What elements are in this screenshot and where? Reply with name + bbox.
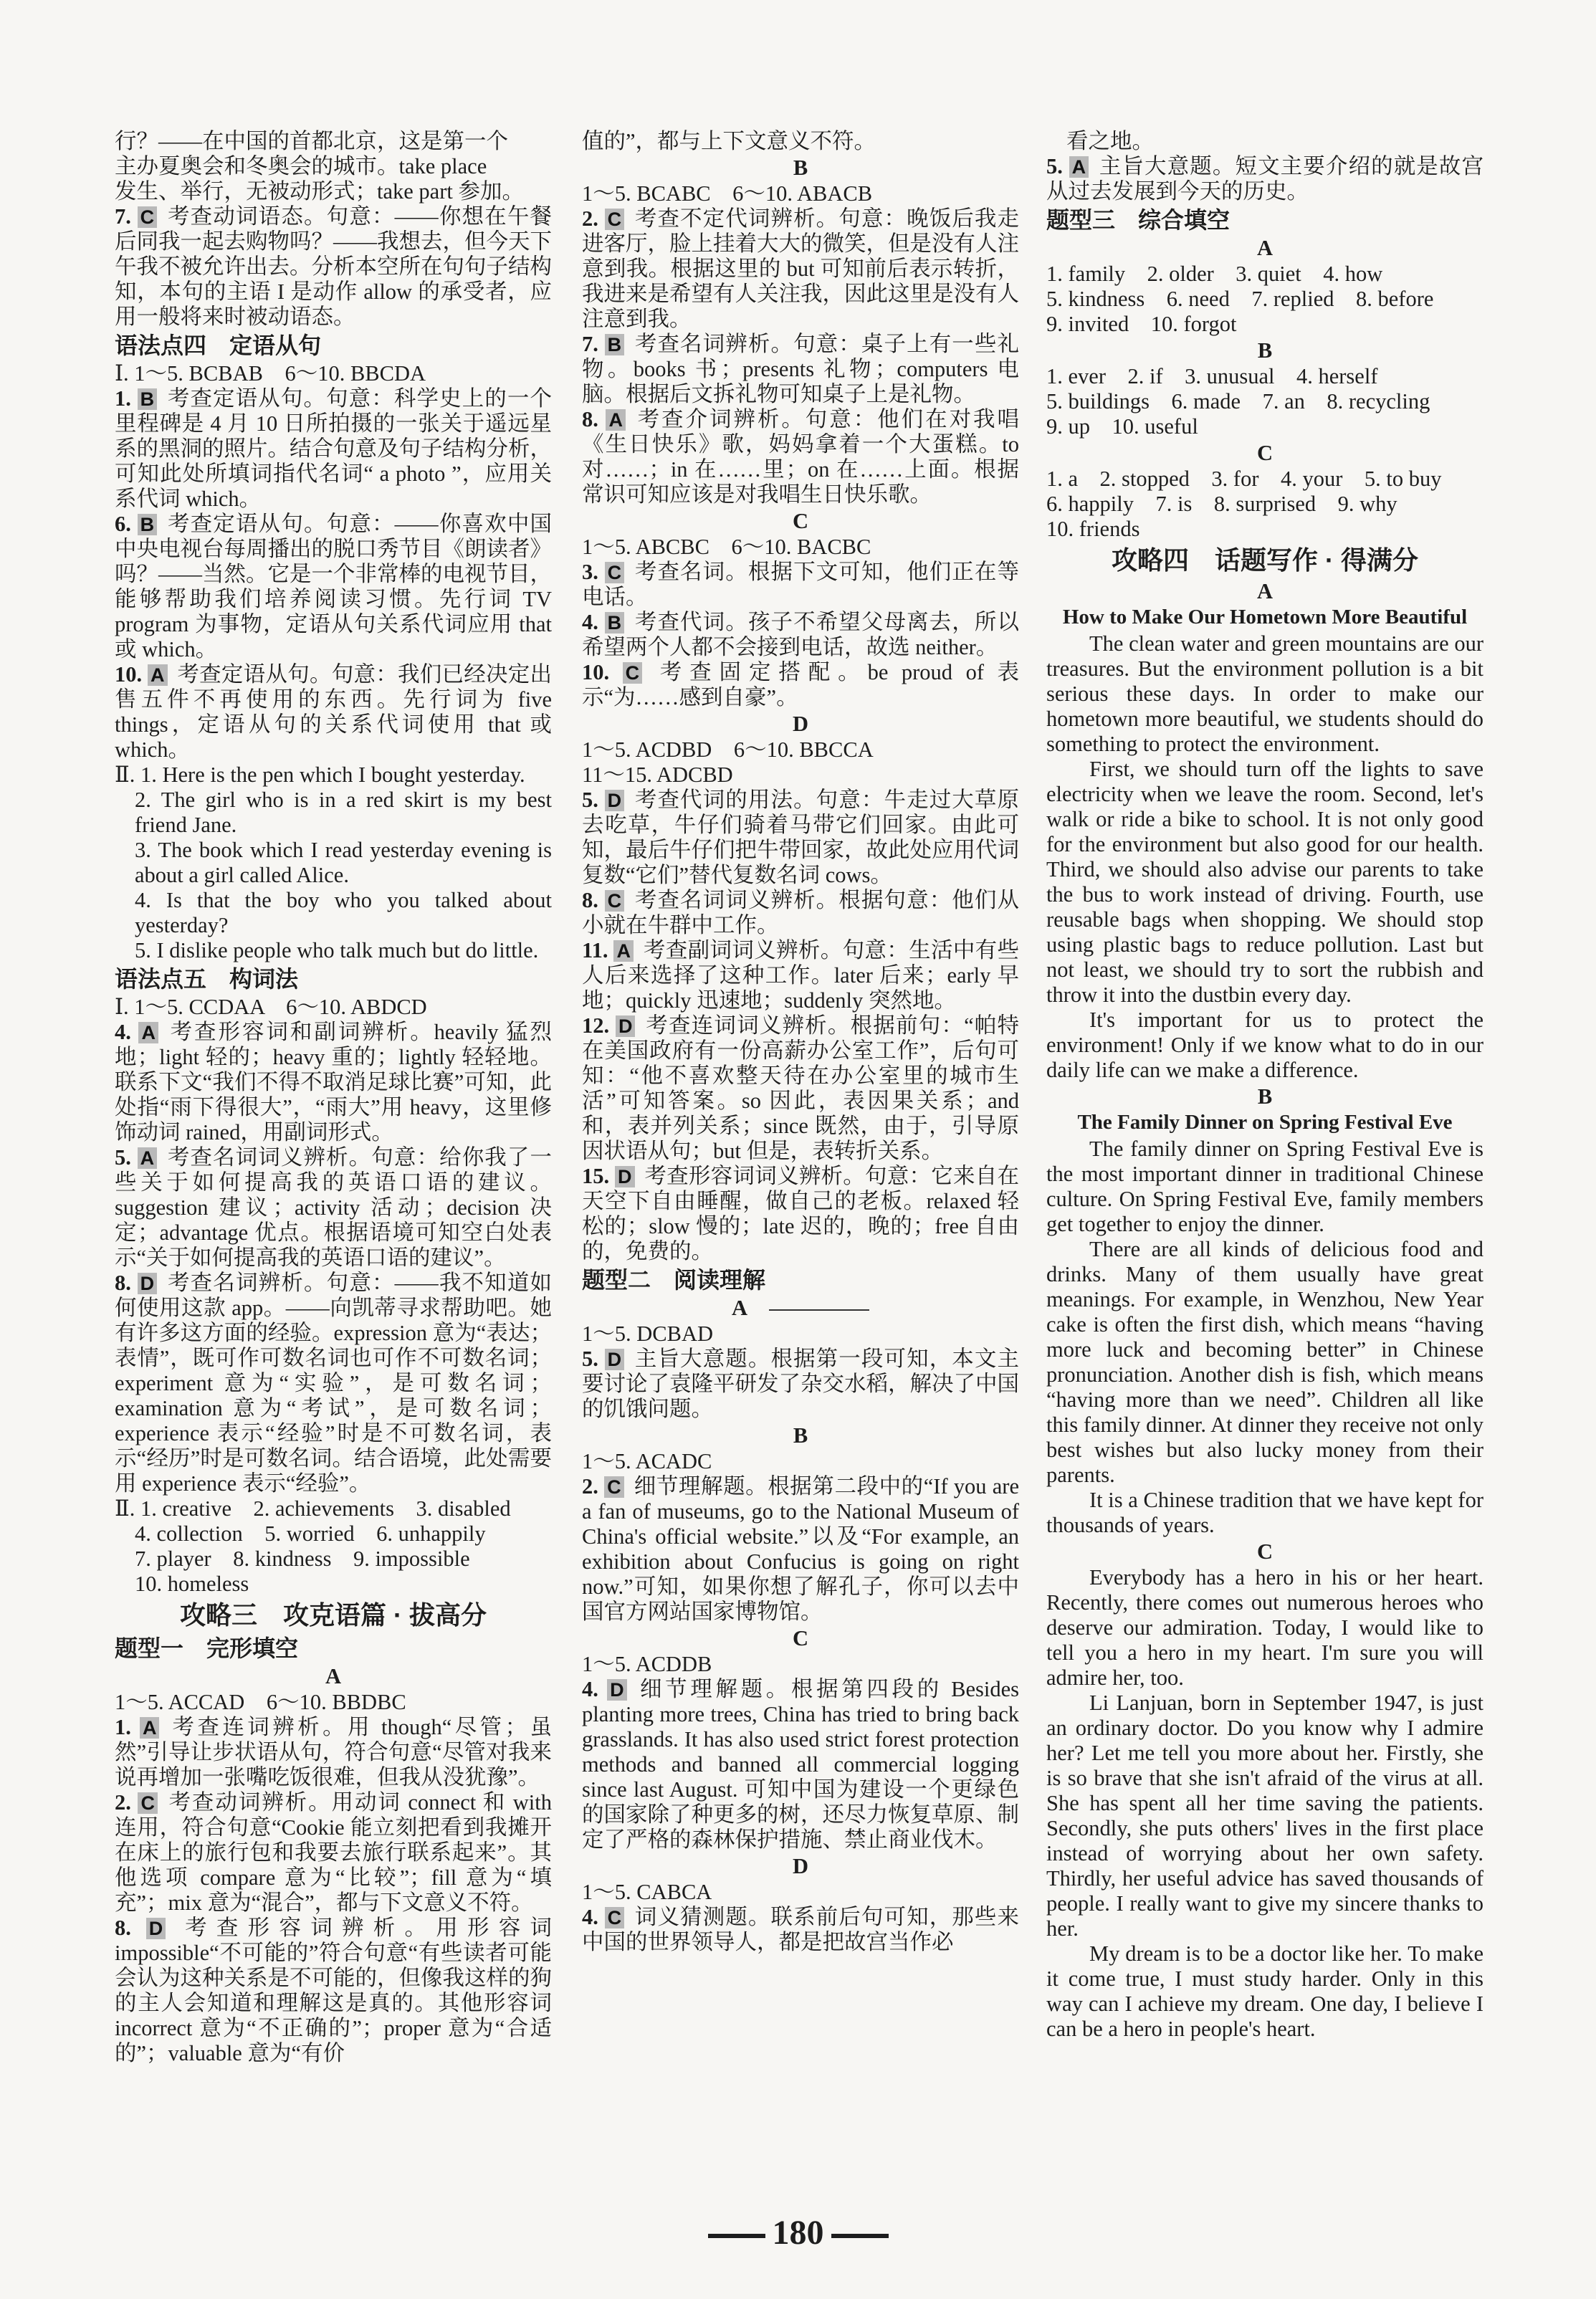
item-explanation: 考查固定搭配。be proud of 表示“为……感到自豪”。 — [582, 660, 1020, 709]
fill-answer-line: 6. happily 7. is 8. surprised 9. why — [1046, 492, 1397, 516]
answer-letter-box: A — [1069, 156, 1089, 178]
section-letter-text: A — [731, 1296, 748, 1320]
section-letter: B — [1257, 1084, 1273, 1109]
item-explanation: 考查形容词辨析。用形容词 impossible“不可能的”符合句意“有些读者可能会认为这种关系是不可能的，但像我这样的狗的主人会知道和理解这是真的。其他形容词 incorrect 意为“不正确的”；proper 意为“合适的”；valuable 意为“有价 — [115, 1916, 553, 2065]
answer-item — [582, 938, 1019, 1013]
section-letter: A — [325, 1664, 342, 1688]
strategy-3-title: 攻略三 攻克语篇 · 拔高分 — [180, 1600, 487, 1630]
intro-line-1: 行？——在中国的首都北京，这是第一个 — [115, 129, 508, 153]
item-number: 2. — [582, 1474, 598, 1499]
answer-letter-box: B — [138, 514, 158, 535]
section-letter: C — [1256, 441, 1274, 465]
item-explanation: 考查定语从句。句意：我们已经决定出售五件不再使用的东西。先行词为 five things，定语从句的关系代词使用 that 或 which。 — [115, 662, 553, 762]
item-explanation: 考查动词语态。句意：——你想在午餐后同我一起去购物吗？——我想去，但今天下午我不被允许出去。分析本空所在句句子结构知，本句的主语 I 是动作 allow 的承受者，应用一般将来时被动语态。 — [115, 204, 553, 329]
section-letter — [582, 1296, 1019, 1320]
section-letter: C — [792, 1626, 809, 1650]
answer-letter-box: A — [138, 1022, 158, 1043]
answer-item — [115, 1271, 552, 1496]
type-2-title: 题型二 阅读理解 — [582, 1267, 766, 1293]
item-number: 1. — [115, 1715, 131, 1739]
fill-answer-line: 9. invited 10. forgot — [1046, 312, 1237, 336]
item-number: 3. — [582, 560, 598, 584]
section-letter: A — [1256, 579, 1274, 603]
answer-letter-box: D — [605, 1349, 625, 1370]
item-explanation: 考查代词的用法。句意：牛走过大草原去吃草，牛仔们骑着马带它们回家。由此可知，最后牛仔们把牛带回家，故此处应用代词复数“它们”替代复数名词 cows。 — [582, 788, 1020, 887]
answer-letter-box: C — [605, 209, 625, 230]
answer-letter-box: C — [138, 206, 158, 228]
item-explanation: 考查名词辨析。句意：——我不知道如何使用这款 app。——向凯蒂寻求帮助吧。她有许多这方面的经验。expression 意为“表达；表情”，既可作可数名词也可作不可数名词；experiment 意为“实验”，是可数名词；examination 意为“考试”，是可数名词；experience 表示“经验”时是不可数名词，表示“经历”时是可数名词。结合语境，此处需要用 experience 表示“经验”。 — [115, 1271, 553, 1496]
strategy-4-title: 攻略四 话题写作 · 得满分 — [1112, 545, 1418, 575]
answer-letter-box: D — [615, 1166, 635, 1187]
answer-letter-box: B — [138, 388, 158, 410]
essay-paragraph: It's important for us to protect the environment! Only if we know what to do in our daily life can we make a difference. — [1046, 1008, 1483, 1082]
item-explanation: 考查定语从句。句意：科学史上的一个里程碑是 4 月 10 日所拍摄的一张关于遥远星系的黑洞的照片。结合句意及句子结构分析，可知此处所填词指代名词“ a photo ”，应用关系代词 which。 — [115, 386, 553, 511]
answer-item — [115, 512, 552, 662]
essay-title: How to Make Our Hometown More Beautiful — [1062, 606, 1468, 628]
section-letter: D — [792, 712, 809, 736]
dash-left — [708, 2234, 765, 2238]
item-explanation: 考查代词。孩子不希望父母离去，所以希望两个人都不会接到电话，故选 neither。 — [582, 610, 1020, 659]
section-letter: C — [1256, 1539, 1274, 1564]
answer-item — [582, 788, 1019, 888]
answer-letter-box: C — [605, 562, 625, 583]
grammar-point-4-title: 语法点四 定语从句 — [115, 333, 322, 358]
sentence-line: 2. The girl who is in a red skirt is my best friend Jane. — [135, 788, 552, 837]
item-number: 1. — [115, 386, 131, 411]
answer-letter-box: D — [605, 790, 625, 811]
answer-item — [115, 1020, 552, 1145]
answer-item — [115, 386, 552, 512]
answer-letter-box: A — [138, 1147, 158, 1169]
sentence-line: 3. The book which I read yesterday evening is about a girl called Alice. — [135, 838, 552, 887]
item-number: 4. — [582, 610, 598, 634]
answer-key-line: 1～5. ACDDB — [582, 1652, 712, 1676]
item-number: 10. — [582, 660, 610, 684]
answer-letter-box: C — [623, 662, 643, 684]
grammar-point-5-title: 语法点五 构词法 — [115, 966, 299, 992]
item-number: 10. — [115, 662, 143, 687]
answer-key-line: 1～5. BCABC 6～10. ABACB — [582, 181, 873, 206]
column-2 — [582, 129, 1019, 1955]
item-explanation: 考查副词词义辨析。句意：生活中有些人后来选择了这种工作。later 后来；early 早地；quickly 迅速地；suddenly 突然地。 — [582, 938, 1020, 1013]
item-number: 6. — [115, 512, 131, 536]
answer-letter-box: C — [604, 1476, 624, 1498]
item-number: 8. — [115, 1916, 131, 1940]
essay-title: The Family Dinner on Spring Festival Eve — [1077, 1111, 1453, 1134]
answer-letter-box: C — [138, 1792, 158, 1814]
answer-item — [582, 332, 1019, 407]
word-form-line: 4. collection 5. worried 6. unhappily — [135, 1521, 486, 1546]
item-explanation: 考查形容词词义辨析。句意：它来自在天空下自由睡醒，做自己的老板。relaxed 轻松的；slow 慢的；late 迟的，晚的；free 自由的，免费的。 — [582, 1164, 1020, 1263]
item-explanation: 细节理解题。根据第四段的 Besides planting more trees, China has tried to bring back grasslands. It has also used strict forest protection methods and banned all commercial logging since last August. 可知中国为建设一个更绿色的国家除了种更多的树，还尽力恢复草原、制定了严格的森林保护措施、禁止商业伐木。 — [582, 1677, 1020, 1852]
answer-letter-box: A — [148, 664, 168, 686]
item-number: 2. — [115, 1790, 131, 1815]
fill-answer-line: 10. friends — [1046, 517, 1140, 541]
item-explanation: 考查形容词和副词辨析。heavily 猛烈地；light 轻的；heavy 重的；lightly 轻轻地。联系下文“我们不得不取消足球比赛”可知，此处指“雨下得很大”，“雨大”用 heavy，这里修饰动词 rained，用副词形式。 — [115, 1020, 552, 1144]
item-explanation: 考查连词词义辨析。根据前句：“帕特在美国政府有一份高薪办公室工作”，后句可知：“他不喜欢整天待在办公室里的城市生活”可知答案。so 因此，表因果关系；and 和，表并列关系；since 既然，由于，引导原因状语从句；but 但是，表转折关系。 — [582, 1013, 1019, 1163]
column-3 — [1046, 129, 1483, 2042]
sentence-line: Ⅱ. 1. Here is the pen which I bought yesterday. — [115, 763, 525, 787]
essay-paragraph: There are all kinds of delicious food and drinks. Many of them usually have great meanings. For example, in Wenzhou, New Year cake is often the first dish, which means “having more luck and becoming better” in Chinese pronunciation. Another dish is fish, which means “having more than we need”. Children all like this family dinner. At dinner they receive not only best wishes but also lucky money from their parents. — [1046, 1237, 1483, 1487]
item-number: 12. — [582, 1013, 610, 1038]
answer-item — [582, 1013, 1019, 1164]
answer-letter-box: A — [613, 940, 634, 962]
item-number: 5. — [582, 1347, 598, 1371]
answer-letter-box: A — [606, 409, 626, 431]
section-letter: B — [793, 156, 808, 180]
answer-item — [582, 1905, 1019, 1955]
answer-letter-box: D — [138, 1273, 158, 1294]
essay-b — [1046, 1137, 1483, 1538]
answer-key-line: 1～5. CABCA — [582, 1880, 712, 1904]
item-explanation: 主旨大意题。根据第一段可知，本文主要讨论了袁隆平研发了杂交水稻，解决了中国的饥饿问题。 — [582, 1347, 1020, 1421]
essay-paragraph: Everybody has a hero in his or her heart. Recently, there comes out numerous heroes who deserve our admiration. Today, I would like to tell you a hero in my heart. I'm sure you will admire her, too. — [1046, 1565, 1483, 1690]
answer-letter-box: D — [146, 1918, 166, 1939]
answer-letter-box: C — [605, 890, 625, 912]
item-explanation: 主旨大意题。短文主要介绍的就是故宫从过去发展到今天的历史。 — [1046, 154, 1484, 204]
answer-item — [115, 1790, 552, 1916]
section-letter: D — [792, 1854, 809, 1878]
item-number: 4. — [582, 1677, 598, 1701]
section-letter: B — [1257, 338, 1273, 363]
item-number: 2. — [582, 206, 598, 231]
item-number: 15. — [582, 1164, 610, 1188]
intro-line-2: 主办夏奥会和冬奥会的城市。take place — [115, 154, 487, 178]
essay-paragraph: My dream is to be a doctor like her. To make it come true, I must study harder. Only in this way can I achieve my dream. One day, I believe I can be a hero in people's heart. — [1046, 1941, 1483, 2041]
answer-key-line: Ⅰ. 1～5. BCBAB 6～10. BBCDA — [115, 361, 426, 386]
answer-key-line: Ⅰ. 1～5. CCDAA 6～10. ABDCD — [115, 995, 427, 1019]
item-explanation: 考查介词辨析。句意：他们在对我唱《生日快乐》歌，妈妈拿着一个大蛋糕。to 对……；in 在……里；on 在……上面。根据常识可知应该是对我唱生日快乐歌。 — [582, 407, 1020, 507]
item-number: 8. — [582, 888, 598, 912]
section-letter: B — [793, 1423, 808, 1448]
item-number: 4. — [582, 1905, 598, 1929]
essay-paragraph: The family dinner on Spring Festival Eve is the most important dinner in traditional Chinese culture. On Spring Festival Eve, family members get together to enjoy the dinner. — [1046, 1137, 1483, 1236]
fill-answer-line: 1. ever 2. if 3. unusual 4. herself — [1046, 364, 1378, 388]
answer-key-line: 1～5. ACADC — [582, 1449, 712, 1473]
answer-item — [115, 1715, 552, 1790]
answer-key-line: 1～5. ACDBD 6～10. BBCCA — [582, 737, 874, 762]
answer-letter-box: A — [140, 1717, 160, 1739]
divider — [769, 1309, 869, 1311]
answer-key-line: 1～5. DCBAD — [582, 1321, 714, 1346]
answer-key-line: 1～5. ACCAD 6～10. BBDBC — [115, 1690, 406, 1714]
word-form-line: Ⅱ. 1. creative 2. achievements 3. disabled — [115, 1496, 511, 1521]
item-explanation: 考查名词。根据下文可知，他们正在等电话。 — [582, 560, 1020, 609]
dash-right — [831, 2234, 889, 2238]
answer-letter-box: C — [605, 1907, 625, 1928]
answer-item — [582, 660, 1019, 710]
fill-answer-line: 1. family 2. older 3. quiet 4. how — [1046, 262, 1383, 286]
page-number-text: 180 — [772, 2214, 824, 2252]
item-number: 5. — [115, 1145, 131, 1170]
sentence-line: 5. I dislike people who talk much but do little. — [135, 938, 539, 962]
answer-item — [582, 888, 1019, 938]
fill-answer-line: 5. kindness 6. need 7. replied 8. before — [1046, 287, 1434, 311]
item-explanation: 细节理解题。根据第二段中的“If you are a fan of museums, go to the National Museum of China's official website.”以及“For example, an exhibition about Confucius is going on right now.”可知，如果你想了解孔子，你可以去中国官方网站国家博物馆。 — [582, 1474, 1019, 1624]
item-number: 7. — [115, 204, 131, 229]
answer-item — [582, 1474, 1019, 1625]
item-explanation: 考查名词词义辨析。根据句意：他们从小就在牛群中工作。 — [582, 888, 1020, 937]
answer-letter-box: B — [605, 334, 625, 355]
answer-letter-box: D — [616, 1015, 636, 1037]
fill-answer-line: 9. up 10. useful — [1046, 414, 1198, 439]
answer-item — [582, 1677, 1019, 1853]
item-number: 11. — [582, 938, 608, 962]
type-3-title: 题型三 综合填空 — [1046, 207, 1231, 233]
sentence-line: 4. Is that the boy who you talked about yesterday? — [135, 888, 552, 937]
section-letter: C — [792, 509, 809, 533]
answer-key-line: 1～5. ABCBC 6～10. BACBC — [582, 535, 871, 559]
essay-paragraph: Li Lanjuan, born in September 1947, is just an ordinary doctor. Do you know why I admire her? Let me tell you more about her. Firstly, she is so brave that she isn't afraid of the virus at all. She has spent all her time saving the patients. Secondly, she puts others' lives in the first place instead of worrying about her own safety. Thirdly, her useful advice has saved thousands of people. I really want to give my sincere thanks to her. — [1046, 1691, 1483, 1941]
answer-item — [1046, 154, 1483, 204]
intro-line-3: 发生、举行，无被动形式；take part 参加。 — [115, 179, 524, 204]
item-number: 4. — [115, 1020, 131, 1044]
type-1-title: 题型一 完形填空 — [115, 1635, 299, 1661]
item-number: 8. — [582, 407, 598, 431]
answer-letter-box: B — [605, 612, 625, 634]
item-explanation: 考查连词辨析。用 though“尽管；虽然”引导让步状语从句，符合句意“尽管对我来说再增加一张嘴吃饭很难，但我从没犹豫”。 — [115, 1715, 553, 1789]
item-explanation: 考查名词辨析。句意：桌子上有一些礼物。books 书；presents 礼物；computers 电脑。根据后文拆礼物可知桌子上是礼物。 — [582, 332, 1020, 406]
word-form-line: 10. homeless — [135, 1572, 249, 1596]
answer-item — [582, 560, 1019, 610]
answer-letter-box: D — [607, 1679, 627, 1701]
fill-answer-line: 5. buildings 6. made 7. an 8. recycling — [1046, 389, 1430, 414]
continued-line: 值的”，都与上下文意义不符。 — [582, 129, 876, 153]
item-explanation: 考查定语从句。句意：——你喜欢中国中央电视台每周播出的脱口秀节目《朗读者》吗？——当然。它是一个非常棒的电视节目，能够帮助我们培养阅读习惯。先行词 TV program 为事物，定语从句关系代词应用 that 或 which。 — [115, 512, 553, 661]
answer-item — [582, 1164, 1019, 1264]
essay-paragraph: First, we should turn off the lights to save electricity when we leave the room. Second, let's walk or ride a bike to school. It is not only good for the environment but also good for our health. Third, we should also advise our parents to take the bus to work instead of driving. Fourth, use reusable bags when shopping. We should stop using plastic bags to reduce pollution. Last but not least, we should try to sort the rubbish and throw it into the dustbin every day. — [1046, 757, 1483, 1007]
fill-answer-line: 1. a 2. stopped 3. for 4. your 5. to buy — [1046, 467, 1442, 491]
answer-item — [115, 204, 552, 330]
item-explanation: 考查名词词义辨析。句意：给你我了一些关于如何提高我的英语口语的建议。suggestion 建议；activity 活动；decision 决定；advantage 优点。根据语境可知空白处表示“关于如何提高我的英语口语的建议”。 — [115, 1145, 553, 1270]
item-number: 5. — [1046, 154, 1063, 178]
answer-item — [582, 1347, 1019, 1422]
item-number: 7. — [582, 332, 598, 356]
answer-item — [115, 662, 552, 763]
answer-item — [115, 1145, 552, 1271]
section-letter: A — [1256, 236, 1274, 260]
answer-item — [582, 407, 1019, 507]
essay-a — [1046, 631, 1483, 1083]
page-number — [0, 2213, 1596, 2252]
answer-item — [582, 206, 1019, 332]
column-1 — [115, 129, 552, 2066]
item-number: 8. — [115, 1271, 131, 1295]
answer-item — [582, 610, 1019, 660]
item-explanation: 考查动词辨析。用动词 connect 和 with 连用，符合句意“Cookie 能立刻把看到我摊开在床上的旅行包和我要去旅行联系起来”。其他选项 compare 意为“比较”；fill 意为“填充”；mix 意为“混合”，都与下文意义不符。 — [115, 1790, 553, 1915]
essay-paragraph: The clean water and green mountains are our treasures. But the environment pollution is a bit serious these days. In order to make our hometown more beautiful, we students should do something to protect the environment. — [1046, 631, 1483, 756]
word-form-line: 7. player 8. kindness 9. impossible — [135, 1547, 470, 1571]
essay-paragraph: It is a Chinese tradition that we have kept for thousands of years. — [1046, 1488, 1483, 1537]
answer-item — [115, 1916, 552, 2066]
essay-c — [1046, 1565, 1483, 2042]
answer-key-line: 11～15. ADCBD — [582, 763, 733, 787]
continued-line: 看之地。 — [1066, 129, 1154, 153]
item-number: 5. — [582, 788, 598, 812]
item-explanation: 词义猜测题。联系前后句可知，那些来中国的世界领导人，都是把故宫当作必 — [582, 1905, 1020, 1954]
item-explanation: 考查不定代词辨析。句意：晚饭后我走进客厅，脸上挂着大大的微笑，但是没有人注意到我。根据这里的 but 可知前后表示转折，我进来是希望有人关注我，因此这里是没有人注意到我。 — [582, 206, 1020, 331]
